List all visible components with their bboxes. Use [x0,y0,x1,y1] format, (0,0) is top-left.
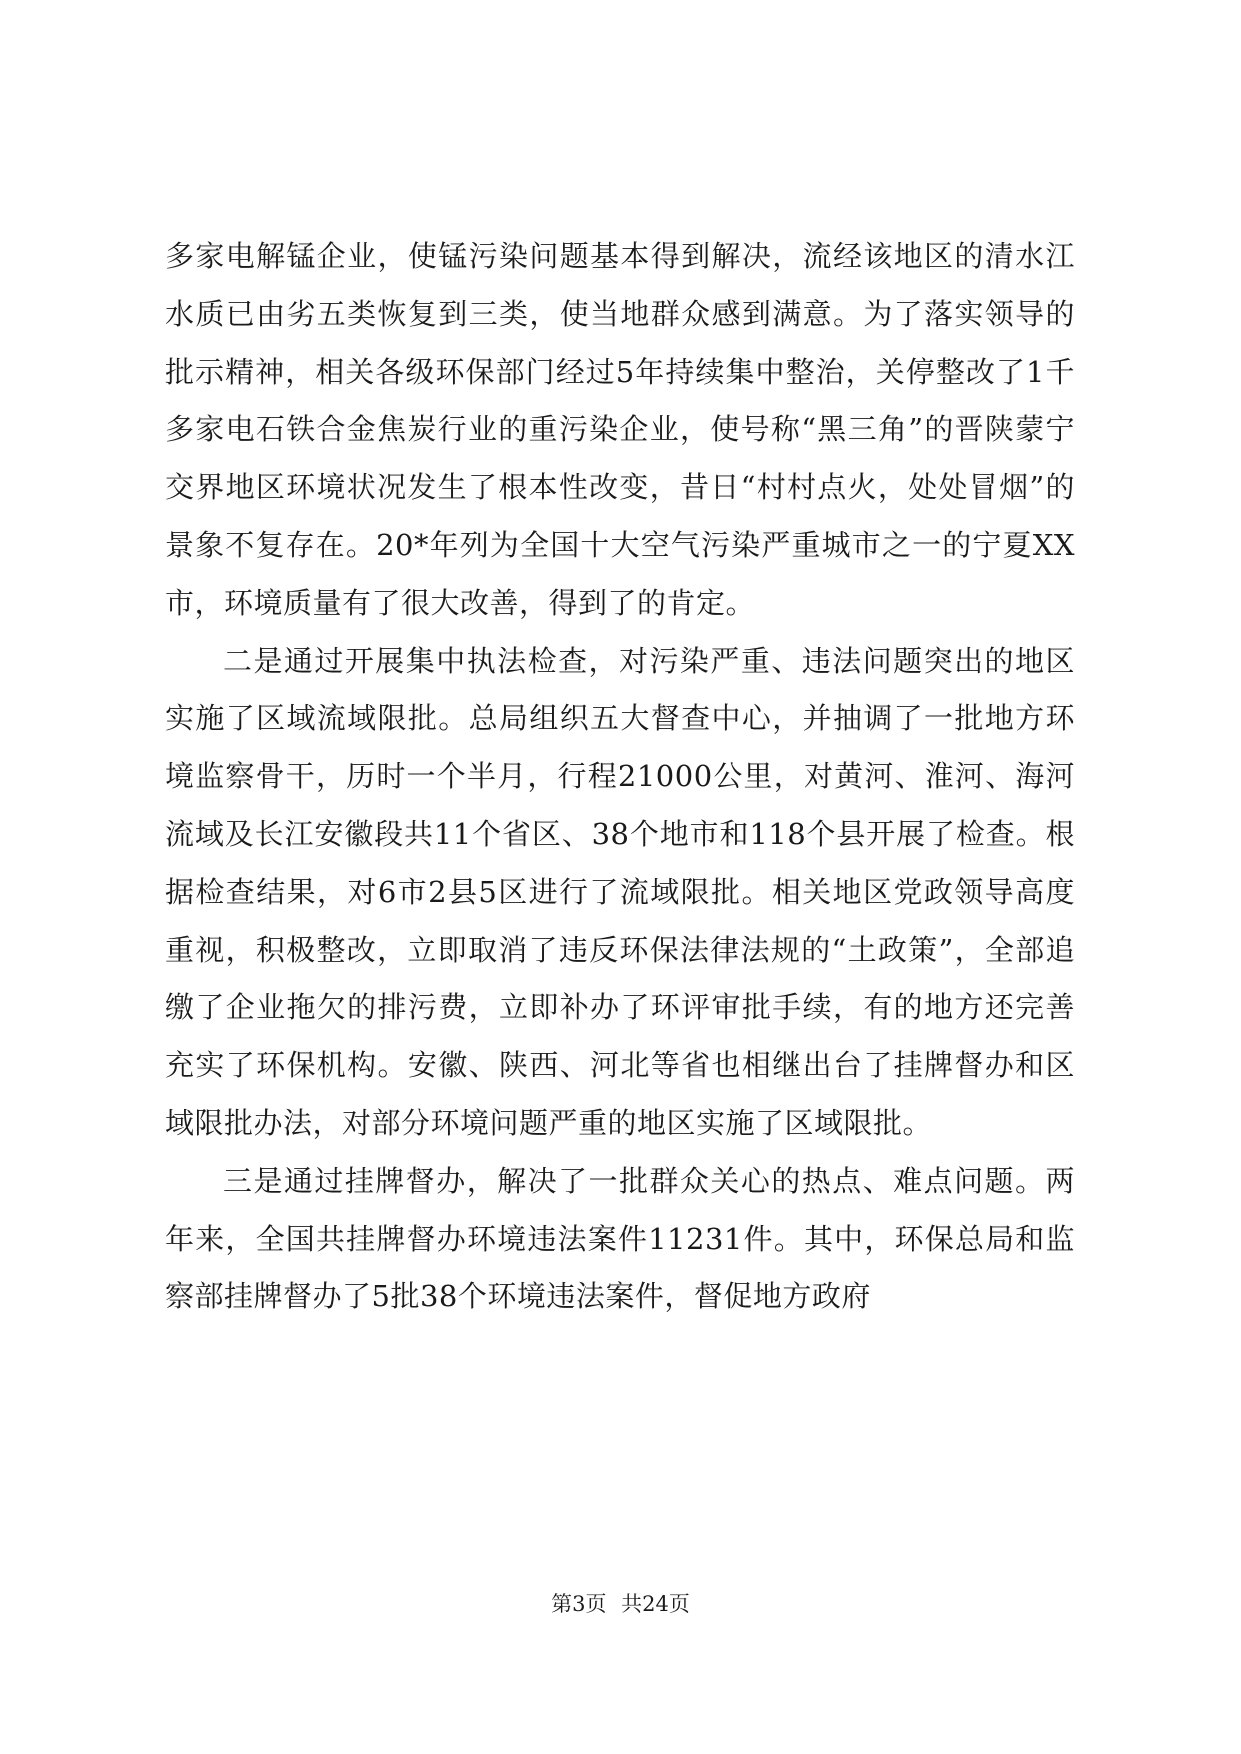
paragraph-continuation: 多家电解锰企业，使锰污染问题基本得到解决，流经该地区的清水江水质已由劣五类恢复到三类，使当地群众感到满意。为了落实领导的批示精神，相关各级环保部门经过5年持续集中整治，关停整改了1千多家电石铁合金焦炭行业的重污染企业，使号称“黑三角”的晋陕蒙宁交界地区环境状况发生了根本性改变，昔日“村村点火，处处冒烟”的景象不复存在。20*年列为全国十大空气污染严重城市之一的宁夏XX市，环境质量有了很大改善，得到了的肯定。 [165,239,1075,620]
paragraph-point-three: 三是通过挂牌督办，解决了一批群众关心的热点、难点问题。两年来，全国共挂牌督办环境违法案件11231件。其中，环保总局和监察部挂牌督办了5批38个环境违法案件，督促地方政府 [165,1163,1075,1314]
page-number: 第3页 [551,1592,607,1616]
page-total: 共24页 [621,1592,690,1616]
paragraph-point-two: 二是通过开展集中执法检查，对污染严重、违法问题突出的地区实施了区域流域限批。总局组织五大督查中心，并抽调了一批地方环境监察骨干，历时一个半月，行程21000公里，对黄河、淮河、海河流域及长江安徽段共11个省区、38个地市和118个县开展了检查。根据检查结果，对6市2县5区进行了流域限批。相关地区党政领导高度重视，积极整改，立即取消了违反环保法律法规的“土政策”，全部追缴了企业拖欠的排污费，立即补办了环评审批手续，有的地方还完善充实了环保机构。安徽、陕西、河北等省也相继出台了挂牌督办和区域限批办法，对部分环境问题严重的地区实施了区域限批。 [165,643,1075,1140]
document-body [165,228,1075,1326]
page-footer [0,1588,1241,1618]
